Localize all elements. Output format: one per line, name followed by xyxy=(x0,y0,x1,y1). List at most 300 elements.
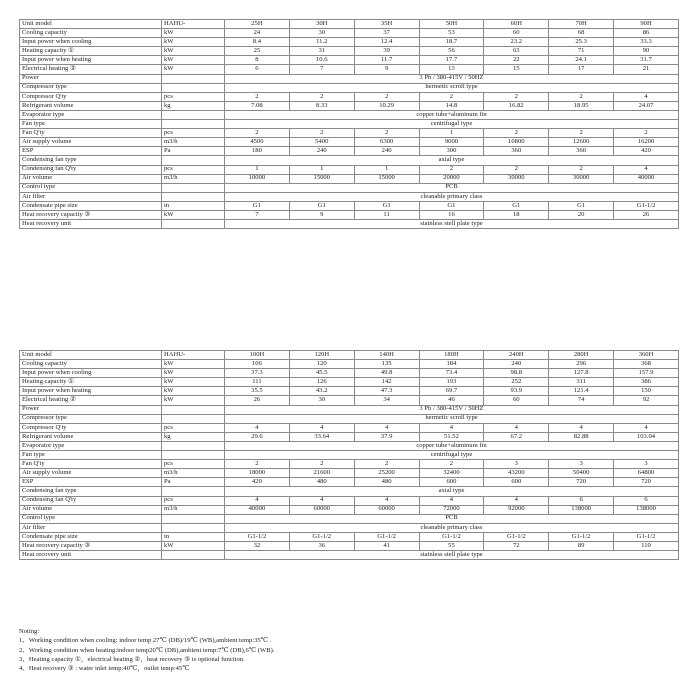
note-item: 4、Heat recovery ③ : water inlet temp:40℃，outlet temp:45℃ xyxy=(19,665,190,673)
value-cell: 26 xyxy=(614,210,679,219)
value-cell: 11.7 xyxy=(354,56,419,65)
value-cell: 92 xyxy=(614,396,679,405)
value-cell: 8.33 xyxy=(289,101,354,110)
row-span-value: stainless stell plate type xyxy=(225,220,679,229)
value-cell: 1 xyxy=(419,129,484,138)
row-unit xyxy=(162,183,225,192)
row-label: Cooling capacity xyxy=(20,29,162,38)
spec-row xyxy=(20,432,679,441)
value-cell: 100H xyxy=(225,351,290,360)
row-span-value: cleanable primary class xyxy=(225,192,679,201)
row-label: Condensing fan Q'ty xyxy=(20,165,162,174)
spec-row xyxy=(20,101,679,110)
spec-row xyxy=(20,496,679,505)
value-cell: 720 xyxy=(614,478,679,487)
spec-row xyxy=(20,192,679,201)
value-cell: 4 xyxy=(484,496,549,505)
value-cell: 720 xyxy=(549,478,614,487)
row-span-value: centrifugal type xyxy=(225,451,679,460)
row-label: Condensate pipe size xyxy=(20,201,162,210)
value-cell: 4 xyxy=(614,423,679,432)
row-unit: HAHU- xyxy=(162,351,225,360)
value-cell: 2 xyxy=(289,129,354,138)
value-cell: 60H xyxy=(484,20,549,29)
value-cell: 2 xyxy=(289,92,354,101)
row-label: Air supply volume xyxy=(20,138,162,147)
row-label: Heat recovery unit xyxy=(20,220,162,229)
row-label: Control type xyxy=(20,514,162,523)
value-cell: 16 xyxy=(419,210,484,219)
row-label: Air volume xyxy=(20,505,162,514)
value-cell: 142 xyxy=(354,378,419,387)
value-cell: 4500 xyxy=(225,138,290,147)
row-unit xyxy=(162,551,225,560)
value-cell: G1 xyxy=(549,201,614,210)
spec-row xyxy=(20,360,679,369)
value-cell: 22 xyxy=(484,56,549,65)
row-label: Heat recovery capacity ③ xyxy=(20,541,162,550)
row-label: Air filter xyxy=(20,192,162,201)
value-cell: 8 xyxy=(225,56,290,65)
value-cell: G1-1/2 xyxy=(225,532,290,541)
row-label: Unit model xyxy=(20,20,162,29)
value-cell: 4 xyxy=(484,423,549,432)
value-cell: 2 xyxy=(484,92,549,101)
value-cell: 32 xyxy=(225,541,290,550)
spec-row xyxy=(20,541,679,550)
spec-row xyxy=(20,129,679,138)
value-cell: 4 xyxy=(289,423,354,432)
value-cell: 6300 xyxy=(354,138,419,147)
row-unit: pcs xyxy=(162,165,225,174)
value-cell: G1 xyxy=(354,201,419,210)
value-cell: 92000 xyxy=(484,505,549,514)
value-cell: 4 xyxy=(225,496,290,505)
spec-table-2 xyxy=(19,350,679,560)
value-cell: 72000 xyxy=(419,505,484,514)
value-cell: 240 xyxy=(289,147,354,156)
value-cell: 34 xyxy=(354,396,419,405)
row-label: Compressor type xyxy=(20,83,162,92)
spec-row xyxy=(20,38,679,47)
value-cell: 4 xyxy=(419,496,484,505)
row-unit: kW xyxy=(162,360,225,369)
spec-row xyxy=(20,210,679,219)
row-span-value: PCB xyxy=(225,514,679,523)
row-label: Fan type xyxy=(20,451,162,460)
value-cell: 2 xyxy=(354,92,419,101)
value-cell: 240 xyxy=(354,147,419,156)
value-cell: 40000 xyxy=(614,174,679,183)
row-label: ESP xyxy=(20,478,162,487)
row-unit xyxy=(162,405,225,414)
value-cell: G1 xyxy=(419,201,484,210)
row-unit: Pa xyxy=(162,478,225,487)
value-cell: 12600 xyxy=(549,138,614,147)
row-unit xyxy=(162,220,225,229)
spec-row xyxy=(20,405,679,414)
value-cell: 18 xyxy=(484,210,549,219)
value-cell: 50H xyxy=(419,20,484,29)
value-cell: 13 xyxy=(419,65,484,74)
row-label: Heating capacity ① xyxy=(20,47,162,56)
spec-table-1 xyxy=(19,19,679,229)
value-cell: G1-1/2 xyxy=(614,201,679,210)
value-cell: G1-1/2 xyxy=(289,532,354,541)
value-cell: 31.7 xyxy=(614,56,679,65)
row-unit: in xyxy=(162,532,225,541)
row-unit: kW xyxy=(162,29,225,38)
spec-row xyxy=(20,74,679,83)
row-label: Input power when cooling xyxy=(20,38,162,47)
value-cell: 30000 xyxy=(484,174,549,183)
value-cell: 20000 xyxy=(419,174,484,183)
row-unit: kW xyxy=(162,47,225,56)
value-cell: 280H xyxy=(549,351,614,360)
value-cell: 30 xyxy=(289,396,354,405)
row-unit xyxy=(162,156,225,165)
row-label: Fan type xyxy=(20,120,162,129)
value-cell: 6 xyxy=(225,65,290,74)
spec-row xyxy=(20,47,679,56)
value-cell: 24 xyxy=(225,29,290,38)
row-unit xyxy=(162,74,225,83)
value-cell: 15000 xyxy=(354,174,419,183)
value-cell: 37.3 xyxy=(225,369,290,378)
value-cell: 140H xyxy=(354,351,419,360)
row-unit: kW xyxy=(162,56,225,65)
value-cell: 24.1 xyxy=(549,56,614,65)
value-cell: 35H xyxy=(354,20,419,29)
value-cell: 480 xyxy=(354,478,419,487)
value-cell: 296 xyxy=(549,360,614,369)
value-cell: 10.6 xyxy=(289,56,354,65)
row-label: Electrical heating ② xyxy=(20,396,162,405)
value-cell: 4 xyxy=(225,423,290,432)
value-cell: 9 xyxy=(289,210,354,219)
value-cell: 30000 xyxy=(549,174,614,183)
row-span-value: hermetic scroll type xyxy=(225,414,679,423)
value-cell: G1-1/2 xyxy=(419,532,484,541)
value-cell: 47.3 xyxy=(354,387,419,396)
row-label: ESP xyxy=(20,147,162,156)
spec-row xyxy=(20,351,679,360)
value-cell: 600 xyxy=(419,478,484,487)
row-label: Fan Q'ty xyxy=(20,460,162,469)
row-label: Control type xyxy=(20,183,162,192)
spec-row xyxy=(20,551,679,560)
value-cell: 25 xyxy=(225,47,290,56)
value-cell: 480 xyxy=(289,478,354,487)
row-label: Heating capacity ① xyxy=(20,378,162,387)
row-label: Air supply volume xyxy=(20,469,162,478)
row-unit: in xyxy=(162,201,225,210)
value-cell: 29.6 xyxy=(225,432,290,441)
value-cell: 11 xyxy=(354,210,419,219)
value-cell: 37 xyxy=(354,29,419,38)
value-cell: 2 xyxy=(419,460,484,469)
value-cell: 60000 xyxy=(354,505,419,514)
value-cell: 4 xyxy=(614,165,679,174)
row-unit: m3/h xyxy=(162,174,225,183)
value-cell: 21600 xyxy=(289,469,354,478)
value-cell: G1 xyxy=(484,201,549,210)
spec-row xyxy=(20,147,679,156)
value-cell: 2 xyxy=(419,165,484,174)
value-cell: 73.4 xyxy=(419,369,484,378)
value-cell: 69.7 xyxy=(419,387,484,396)
spec-row xyxy=(20,387,679,396)
value-cell: G1 xyxy=(225,201,290,210)
row-span-value: stainless stell plate type xyxy=(225,551,679,560)
spec-row xyxy=(20,65,679,74)
value-cell: 49.8 xyxy=(354,369,419,378)
value-cell: 138000 xyxy=(549,505,614,514)
spec-row xyxy=(20,138,679,147)
value-cell: 360H xyxy=(614,351,679,360)
value-cell: 16200 xyxy=(614,138,679,147)
value-cell: 4 xyxy=(419,423,484,432)
value-cell: 64800 xyxy=(614,469,679,478)
value-cell: 138000 xyxy=(614,505,679,514)
value-cell: 17 xyxy=(549,65,614,74)
value-cell: 2 xyxy=(419,92,484,101)
value-cell: 2 xyxy=(484,165,549,174)
value-cell: 4 xyxy=(354,423,419,432)
value-cell: 240H xyxy=(484,351,549,360)
row-unit xyxy=(162,110,225,119)
note-item: 2、Working condition when heating:indoor temp20℃ (DB),ambient temp:7℃ (DB),6℃ (WB). xyxy=(19,646,275,654)
value-cell: 3 xyxy=(549,460,614,469)
spec-row xyxy=(20,505,679,514)
value-cell: 18000 xyxy=(225,469,290,478)
value-cell: 60 xyxy=(484,396,549,405)
row-span-value: axial type xyxy=(225,156,679,165)
value-cell: 121.4 xyxy=(549,387,614,396)
row-label: Input power when heating xyxy=(20,387,162,396)
value-cell: 2 xyxy=(549,165,614,174)
value-cell: 110 xyxy=(614,541,679,550)
spec-row xyxy=(20,414,679,423)
row-unit: pcs xyxy=(162,423,225,432)
value-cell: 32400 xyxy=(419,469,484,478)
spec-row xyxy=(20,514,679,523)
value-cell: 18.7 xyxy=(419,38,484,47)
value-cell: 15000 xyxy=(289,174,354,183)
row-unit xyxy=(162,523,225,532)
value-cell: 67.2 xyxy=(484,432,549,441)
row-label: Power xyxy=(20,74,162,83)
value-cell: 10000 xyxy=(225,174,290,183)
value-cell: 368 xyxy=(614,360,679,369)
row-label: Power xyxy=(20,405,162,414)
value-cell: 51.52 xyxy=(419,432,484,441)
value-cell: 18.95 xyxy=(549,101,614,110)
value-cell: 8.4 xyxy=(225,38,290,47)
value-cell: 2 xyxy=(549,92,614,101)
row-label: Condensing fan type xyxy=(20,156,162,165)
spec-row xyxy=(20,20,679,29)
value-cell: 9000 xyxy=(419,138,484,147)
value-cell: 103.04 xyxy=(614,432,679,441)
value-cell: 252 xyxy=(484,378,549,387)
row-span-value: copper tube+aluminum fin xyxy=(225,441,679,450)
value-cell: 2 xyxy=(484,129,549,138)
value-cell: 6 xyxy=(614,496,679,505)
value-cell: 360 xyxy=(484,147,549,156)
value-cell: 60000 xyxy=(289,505,354,514)
value-cell: G1-1/2 xyxy=(549,532,614,541)
value-cell: 135 xyxy=(354,360,419,369)
row-label: Evaporator type xyxy=(20,110,162,119)
row-label: Evaporator type xyxy=(20,441,162,450)
notes-heading: Noting: xyxy=(19,628,40,635)
row-unit: kW xyxy=(162,378,225,387)
spec-row xyxy=(20,378,679,387)
row-unit: kW xyxy=(162,541,225,550)
row-unit: pcs xyxy=(162,496,225,505)
value-cell: 2 xyxy=(354,129,419,138)
row-span-value: centrifugal type xyxy=(225,120,679,129)
spec-row xyxy=(20,165,679,174)
spec-row xyxy=(20,220,679,229)
row-unit: m3/h xyxy=(162,138,225,147)
row-unit xyxy=(162,120,225,129)
value-cell: 63 xyxy=(484,47,549,56)
spec-row xyxy=(20,156,679,165)
row-label: Air filter xyxy=(20,523,162,532)
row-unit xyxy=(162,441,225,450)
spec-row xyxy=(20,120,679,129)
value-cell: 2 xyxy=(354,460,419,469)
value-cell: 23.2 xyxy=(484,38,549,47)
row-unit: pcs xyxy=(162,460,225,469)
value-cell: 11.2 xyxy=(289,38,354,47)
spec-row xyxy=(20,478,679,487)
spec-row xyxy=(20,469,679,478)
row-span-value: 3 Ph / 380-415V / 50HZ xyxy=(225,405,679,414)
value-cell: 184 xyxy=(419,360,484,369)
row-unit: m3/h xyxy=(162,469,225,478)
spec-row xyxy=(20,201,679,210)
row-unit: HAHU- xyxy=(162,20,225,29)
value-cell: 33.64 xyxy=(289,432,354,441)
value-cell: 68 xyxy=(549,29,614,38)
value-cell: 2 xyxy=(225,92,290,101)
value-cell: 36 xyxy=(289,541,354,550)
value-cell: 25200 xyxy=(354,469,419,478)
value-cell: 30H xyxy=(289,20,354,29)
row-unit xyxy=(162,192,225,201)
value-cell: 14.8 xyxy=(419,101,484,110)
value-cell: 89 xyxy=(549,541,614,550)
value-cell: 50400 xyxy=(549,469,614,478)
row-label: Input power when heating xyxy=(20,56,162,65)
value-cell: 21 xyxy=(614,65,679,74)
value-cell: 2 xyxy=(225,129,290,138)
row-unit xyxy=(162,83,225,92)
row-unit: pcs xyxy=(162,92,225,101)
row-unit xyxy=(162,487,225,496)
value-cell: 12.4 xyxy=(354,38,419,47)
value-cell: 420 xyxy=(614,147,679,156)
row-unit: pcs xyxy=(162,129,225,138)
row-label: Condensing fan Q'ty xyxy=(20,496,162,505)
value-cell: 127.8 xyxy=(549,369,614,378)
row-label: Condensate pipe size xyxy=(20,532,162,541)
value-cell: 1 xyxy=(289,165,354,174)
note-item: 3、Heating capacity ①，electrical heating ②，heat recovery ③ is optional function. xyxy=(19,655,245,663)
value-cell: 4 xyxy=(289,496,354,505)
row-unit xyxy=(162,514,225,523)
value-cell: 90 xyxy=(614,47,679,56)
row-unit: m3/h xyxy=(162,505,225,514)
value-cell: 39 xyxy=(354,47,419,56)
value-cell: 10800 xyxy=(484,138,549,147)
value-cell: 2 xyxy=(225,460,290,469)
value-cell: 98.8 xyxy=(484,369,549,378)
spec-row xyxy=(20,451,679,460)
value-cell: 45.5 xyxy=(289,369,354,378)
value-cell: 111 xyxy=(225,378,290,387)
row-label: Heat recovery capacity ③ xyxy=(20,210,162,219)
value-cell: 3 xyxy=(484,460,549,469)
row-label: Unit model xyxy=(20,351,162,360)
spec-row xyxy=(20,83,679,92)
spec-row xyxy=(20,92,679,101)
value-cell: 120 xyxy=(289,360,354,369)
spec-row xyxy=(20,110,679,119)
value-cell: 43.2 xyxy=(289,387,354,396)
row-unit: kW xyxy=(162,369,225,378)
value-cell: 25H xyxy=(225,20,290,29)
value-cell: G1-1/2 xyxy=(614,532,679,541)
value-cell: 70H xyxy=(549,20,614,29)
spec-row xyxy=(20,174,679,183)
value-cell: 157.9 xyxy=(614,369,679,378)
value-cell: 120H xyxy=(289,351,354,360)
value-cell: 74 xyxy=(549,396,614,405)
value-cell: 150 xyxy=(614,387,679,396)
row-span-value: PCB xyxy=(225,183,679,192)
row-label: Condensing fan type xyxy=(20,487,162,496)
value-cell: 3 xyxy=(614,460,679,469)
value-cell: G1-1/2 xyxy=(354,532,419,541)
value-cell: 30 xyxy=(289,29,354,38)
row-unit: kg xyxy=(162,101,225,110)
value-cell: 6 xyxy=(549,496,614,505)
value-cell: 40000 xyxy=(225,505,290,514)
spec-row xyxy=(20,441,679,450)
value-cell: 4 xyxy=(354,496,419,505)
row-unit: kW xyxy=(162,396,225,405)
row-label: Compressor Q'ty xyxy=(20,423,162,432)
notes-section xyxy=(19,627,274,673)
row-unit xyxy=(162,414,225,423)
note-item: 1、Working condition when cooling: indoor temp 27℃ (DB)/19℃ (WB),ambient temp:35℃ . xyxy=(19,637,272,645)
value-cell: 86 xyxy=(614,29,679,38)
value-cell: 386 xyxy=(614,378,679,387)
value-cell: 72 xyxy=(484,541,549,550)
spec-row xyxy=(20,396,679,405)
value-cell: 35.5 xyxy=(225,387,290,396)
value-cell: 300 xyxy=(419,147,484,156)
value-cell: 24.07 xyxy=(614,101,679,110)
value-cell: 33.3 xyxy=(614,38,679,47)
value-cell: 17.7 xyxy=(419,56,484,65)
spec-row xyxy=(20,532,679,541)
value-cell: 4 xyxy=(549,423,614,432)
